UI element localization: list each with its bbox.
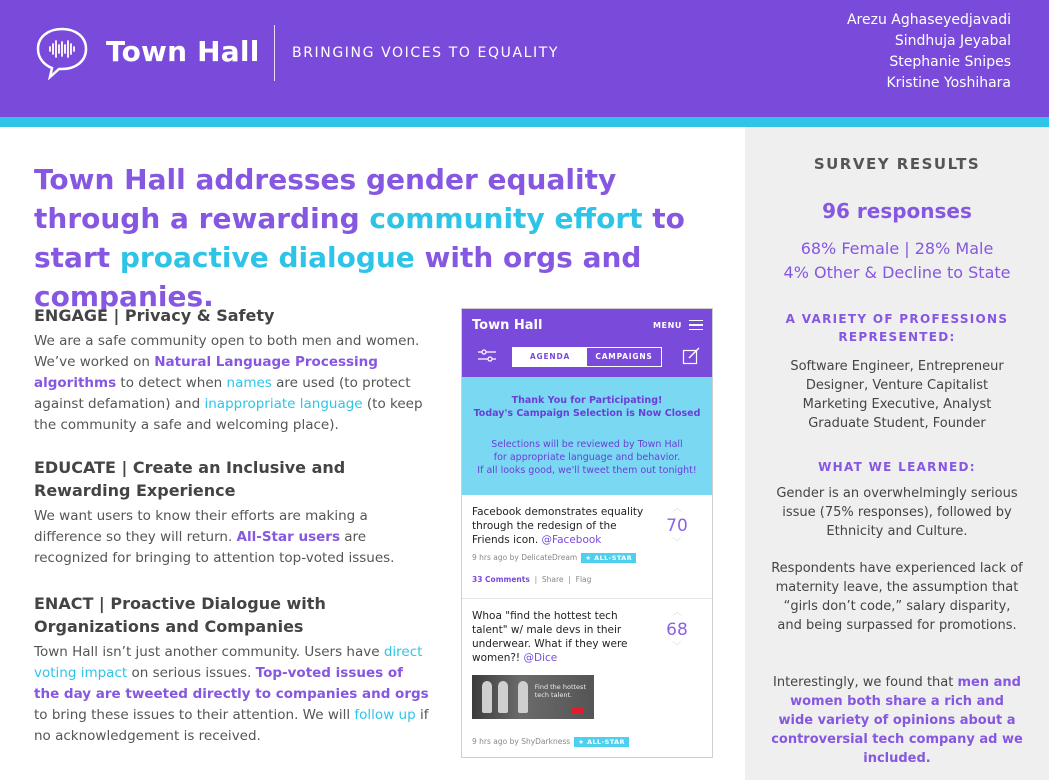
ad-caption [535, 683, 586, 699]
post-body: Whoa "find the hottest tech talent" w/ male devs in their underwear. What if they were women?! [472, 610, 628, 664]
tab-agenda[interactable]: AGENDA [513, 348, 587, 366]
post-author: 9 hrs ago by DelicateDream [472, 553, 578, 562]
post-mention-link[interactable]: @Dice [523, 652, 558, 664]
author-name: Sindhuja Jeyabal [894, 33, 1011, 49]
professions-list [759, 357, 1035, 433]
agenda-campaign-tabs [512, 347, 662, 367]
compose-edit-icon[interactable] [682, 347, 700, 365]
educate-title: EDUCATE | Create an Inclusive and Rewarding Experience [34, 458, 346, 500]
learned-finding [771, 673, 1023, 768]
all-star-badge: ★ ALL-STAR [581, 553, 636, 563]
headline-text: with orgs and companies. [34, 241, 642, 313]
headline-text: to start [34, 202, 685, 274]
notice-body-line: for appropriate language and behavior. [493, 452, 681, 463]
headline-highlight: community effort [369, 202, 643, 235]
body-highlight: All-Star users [236, 529, 340, 545]
body-highlight: direct voting impact [34, 644, 423, 681]
filter-sliders-icon[interactable] [478, 349, 496, 363]
engage-section [34, 304, 434, 436]
body-highlight: names [226, 375, 272, 391]
post-meta [472, 553, 636, 563]
brand-name: Town Hall [106, 35, 260, 68]
demographics-line: 4% Other & Decline to State [783, 263, 1011, 282]
vote-control [662, 607, 692, 653]
survey-results-panel [745, 127, 1049, 780]
author-list [847, 10, 1011, 94]
app-header [462, 309, 712, 377]
app-mockup [461, 308, 713, 758]
tagline: BRINGING VOICES TO EQUALITY [292, 45, 560, 61]
share-link[interactable]: Share [541, 575, 564, 584]
list-item[interactable] [462, 495, 712, 599]
tech-ad-thumbnail [472, 675, 594, 719]
notice-heading-line: Today's Campaign Selection is Now Closed [473, 408, 701, 419]
ad-logo [572, 707, 584, 713]
body-text: to bring these issues to their attention. We will [34, 707, 355, 723]
upvote-chevron-icon[interactable]: ︿ [672, 608, 682, 618]
body-text: We want users to know their efforts are making a difference so they will return. [34, 508, 368, 545]
survey-title: SURVEY RESULTS [813, 155, 981, 173]
all-star-badge: ★ ALL-STAR [574, 737, 629, 747]
body-highlight: inappropriate language [204, 396, 363, 412]
response-count: 96 responses [822, 199, 972, 223]
body-highlight: Top-voted issues of the day are tweeted directly to companies and orgs [34, 665, 429, 702]
post-mention-link[interactable]: @Facebook [541, 534, 602, 546]
finding-highlight: men and women both share a rich and wide variety of opinions about a controversial tech company ad we included. [771, 675, 1023, 766]
enact-title: ENACT | Proactive Dialogue with Organizations and Companies [34, 594, 326, 636]
engage-body [34, 331, 434, 436]
engage-title: ENGAGE | Privacy & Safety [34, 306, 275, 325]
ad-figure [482, 681, 492, 713]
vote-count: 68 [666, 620, 688, 640]
profession-line: Designer, Venture Capitalist [805, 378, 989, 393]
demographics-line: 68% Female | 28% Male [800, 239, 994, 258]
author-name: Stephanie Snipes [889, 54, 1011, 70]
list-item[interactable] [462, 599, 712, 758]
notice-body-line: Selections will be reviewed by Town Hall [491, 439, 683, 450]
header-banner [0, 0, 1049, 117]
body-highlight: Natural Language Processing algorithms [34, 354, 378, 391]
headline-text: Town Hall addresses gender equality through a rewarding [34, 163, 617, 235]
profession-line: Marketing Executive, Analyst [802, 397, 992, 412]
ad-caption-line: Find the hottest [534, 683, 586, 691]
author-name: Arezu Aghaseyedjavadi [846, 12, 1011, 28]
menu-label[interactable]: MENU [652, 321, 682, 330]
upvote-chevron-icon[interactable]: ︿ [672, 504, 682, 514]
tab-campaigns[interactable]: CAMPAIGNS [595, 352, 653, 361]
body-text: are recognized for bringing to attention top-voted issues. [34, 529, 395, 566]
body-text: are used (to protect against defamation) and [34, 375, 411, 412]
body-text: Town Hall isn’t just another community. Users have [34, 644, 384, 660]
headline-highlight: proactive dialogue [119, 241, 415, 274]
body-highlight: follow up [354, 707, 416, 723]
ad-figure [518, 681, 528, 713]
notice-body [462, 438, 712, 477]
campaign-closed-notice [462, 377, 712, 495]
demographics [745, 237, 1049, 285]
profession-line: Graduate Student, Founder [808, 416, 986, 431]
finding-text: Interestingly, we found that [773, 675, 958, 690]
profession-line: Software Engineer, Entrepreneur [790, 359, 1004, 374]
body-text: We are a safe community open to both men and women. We’ve worked on [34, 333, 420, 370]
notice-heading [462, 394, 712, 420]
learned-heading: WHAT WE LEARNED: [818, 460, 976, 474]
body-text: (to keep the community a safe and welcoming place). [34, 396, 423, 433]
downvote-chevron-icon[interactable]: ﹀ [672, 642, 682, 652]
enact-body [34, 642, 430, 747]
comments-link[interactable]: 33 Comments [472, 575, 530, 584]
speech-bubble-logo-icon [35, 26, 89, 80]
educate-body [34, 506, 414, 569]
body-text: to detect when [116, 375, 227, 391]
flag-link[interactable]: Flag [575, 575, 592, 584]
hamburger-menu-icon[interactable] [689, 320, 703, 330]
post-text [472, 505, 652, 547]
notice-heading-line: Thank You for Participating! [511, 395, 663, 406]
ad-figure [498, 681, 508, 713]
body-text: if no acknowledgement is received. [34, 707, 429, 744]
header-accent-stripe [0, 117, 1049, 127]
notice-body-line: If all looks good, we'll tweet them out tonight! [477, 465, 697, 476]
enact-section [34, 592, 430, 747]
post-text [472, 609, 642, 665]
post-actions: 33 Comments | Share | Flag [472, 575, 592, 584]
brand-divider [274, 25, 275, 81]
headline [34, 160, 734, 316]
educate-section [34, 456, 414, 569]
app-title: Town Hall [472, 318, 543, 333]
vote-control [662, 503, 692, 549]
learned-finding: Gender is an overwhelmingly serious issue (75% responses), followed by Ethnicity and Culture. [776, 486, 1018, 539]
downvote-chevron-icon[interactable]: ﹀ [672, 538, 682, 548]
professions-heading: A VARIETY OF PROFESSIONS REPRESENTED: [785, 312, 1009, 344]
learned-finding: Respondents have experienced lack of maternity leave, the assumption that “girls don’t code,” salary disparity, and being surpassed for promotions. [771, 561, 1023, 633]
author-name: Kristine Yoshihara [886, 75, 1011, 91]
body-text: on serious issues. [127, 665, 256, 681]
ad-caption-line: tech talent. [534, 691, 573, 699]
post-meta [472, 737, 629, 747]
vote-count: 70 [666, 516, 688, 536]
post-author: 9 hrs ago by ShyDarkness [472, 737, 571, 746]
post-body: Facebook demonstrates equality through the redesign of the Friends icon. [472, 506, 644, 546]
